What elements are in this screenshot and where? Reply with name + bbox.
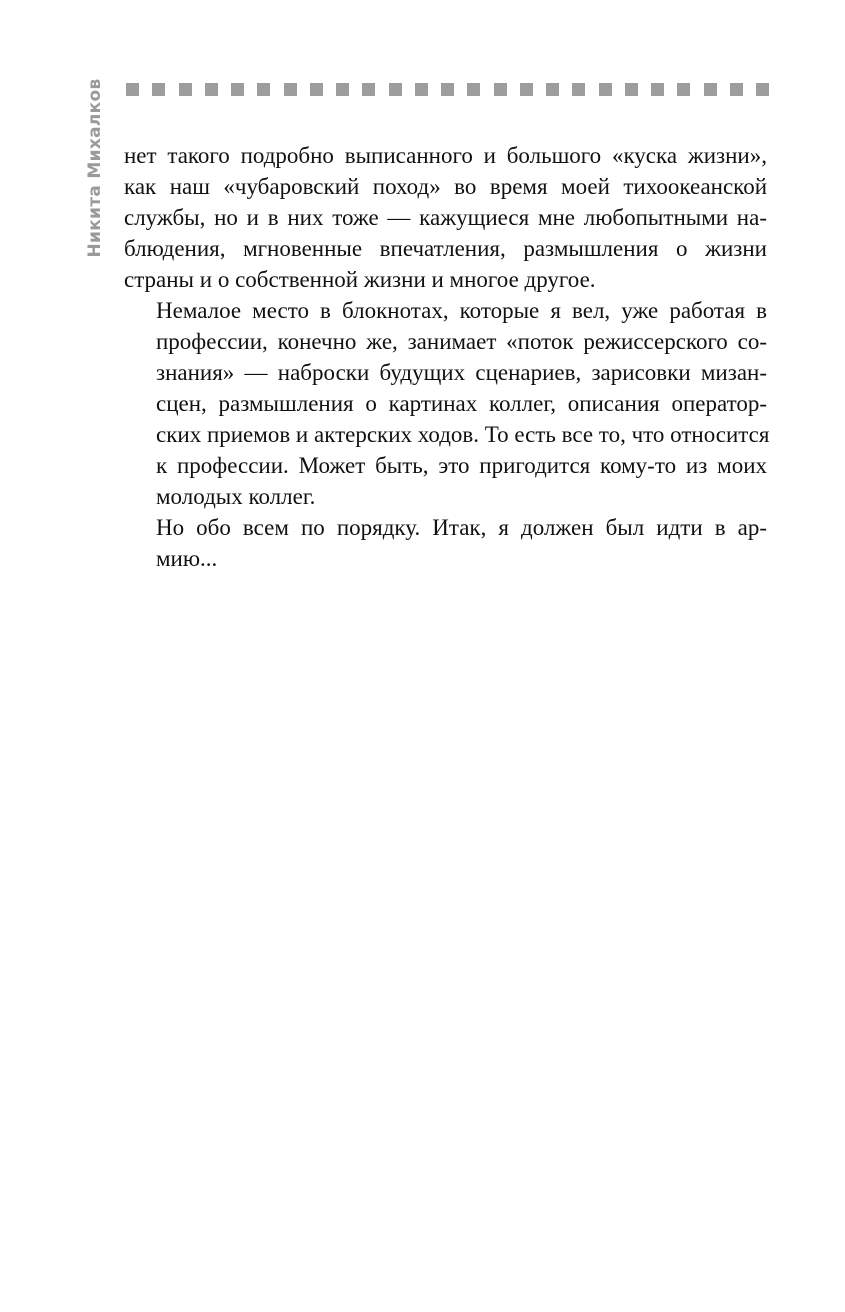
text-line: мию... xyxy=(156,546,218,571)
text-line: знания» — наброски будущих сценариев, зарисовки мизан- xyxy=(156,360,767,385)
text-line: блюдения, мгновенные впечатления, размышления о жизни xyxy=(124,236,767,261)
running-head-author: Никита Михалков xyxy=(85,78,105,258)
text-line: службы, но и в них тоже — кажущиеся мне любопытными на- xyxy=(124,205,767,230)
paragraph-3 xyxy=(124,512,767,574)
text-line: профессии, конечно же, занимает «поток режиссерского со- xyxy=(156,329,767,354)
text-line: ских приемов и актерских ходов. То есть все то, что относится xyxy=(156,422,770,447)
text-line: к профессии. Может быть, это пригодится кому-то из моих xyxy=(156,453,767,478)
text-line: Немалое место в блокнотах, которые я вел, уже работая в xyxy=(156,298,767,323)
text-line: страны и о собственной жизни и многое другое. xyxy=(124,267,596,292)
text-line: как наш «чубаровский поход» во время моей тихоокеанской xyxy=(124,174,767,199)
text-line: молодых коллег. xyxy=(156,484,316,509)
text-line: сцен, размышления о картинах коллег, описания оператор- xyxy=(156,391,767,416)
paragraph-1 xyxy=(124,140,767,295)
page-body xyxy=(124,140,770,574)
paragraph-2 xyxy=(124,295,770,512)
text-line: Но обо всем по порядку. Итак, я должен был идти в ар- xyxy=(156,515,767,540)
running-head xyxy=(82,78,108,258)
text-line: нет такого подробно выписанного и большого «куска жизни», xyxy=(124,143,767,168)
header-dotted-rule xyxy=(126,83,769,96)
